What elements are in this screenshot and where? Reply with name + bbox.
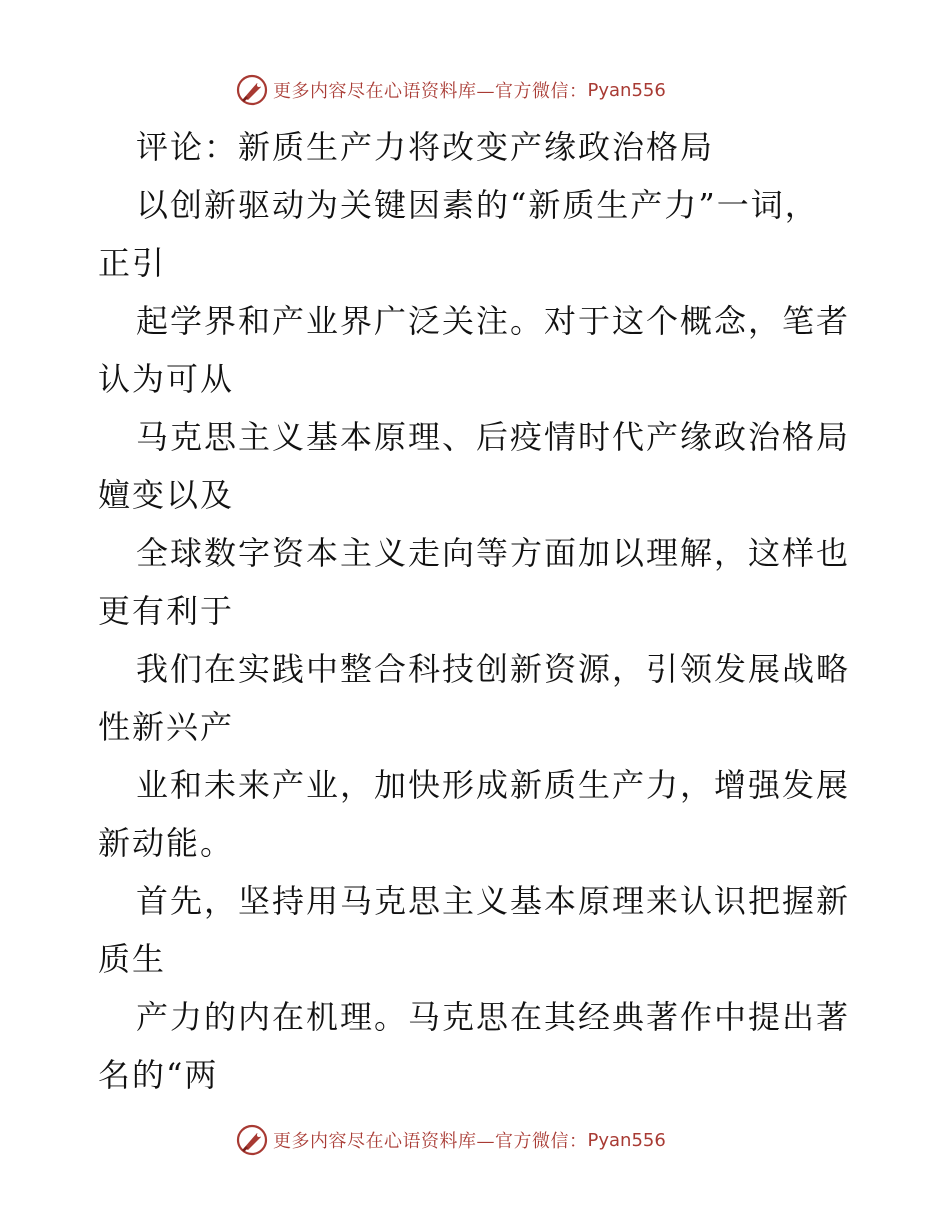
paragraph-line: 质生 — [98, 940, 167, 978]
document-body — [98, 118, 858, 1104]
paragraph-line: 正引 — [98, 244, 167, 282]
pen-logo-icon — [235, 73, 269, 107]
paragraph-line: 认为可从 — [98, 360, 235, 398]
watermark-wechat-id: Pyan556 — [587, 1129, 666, 1151]
paragraph-line: 全球数字资本主义走向等方面加以理解，这样也 — [136, 534, 851, 572]
paragraph-line: 业和未来产业，加快形成新质生产力，增强发展 — [136, 766, 851, 804]
paragraph-line: 马克思主义基本原理、后疫情时代产缘政治格局 — [136, 418, 851, 456]
paragraph-line: 起学界和产业界广泛关注。对于这个概念，笔者 — [136, 302, 851, 340]
header-watermark — [235, 72, 666, 108]
paragraph-line: 首先，坚持用马克思主义基本原理来认识把握新 — [136, 882, 851, 920]
paragraph-line: 以创新驱动为关键因素的“新质生产力”一词， — [136, 186, 819, 224]
paragraph-line: 产力的内在机理。马克思在其经典著作中提出著 — [136, 998, 851, 1036]
paragraph-line: 名的“两 — [98, 1056, 219, 1094]
paragraph-line: 新动能。 — [98, 824, 235, 862]
document-title: 评论：新质生产力将改变产缘政治格局 — [136, 128, 715, 166]
watermark-text: 更多内容尽在心语资料库—官方微信： — [273, 81, 588, 102]
paragraph-line: 嬗变以及 — [98, 476, 235, 514]
pen-logo-icon — [235, 1123, 269, 1157]
footer-watermark — [235, 1122, 666, 1158]
watermark-text: 更多内容尽在心语资料库—官方微信： — [273, 1131, 588, 1152]
paragraph-line: 性新兴产 — [98, 708, 235, 746]
paragraph-line: 我们在实践中整合科技创新资源，引领发展战略 — [136, 650, 851, 688]
paragraph-line: 更有利于 — [98, 592, 235, 630]
watermark-wechat-id: Pyan556 — [587, 79, 666, 101]
